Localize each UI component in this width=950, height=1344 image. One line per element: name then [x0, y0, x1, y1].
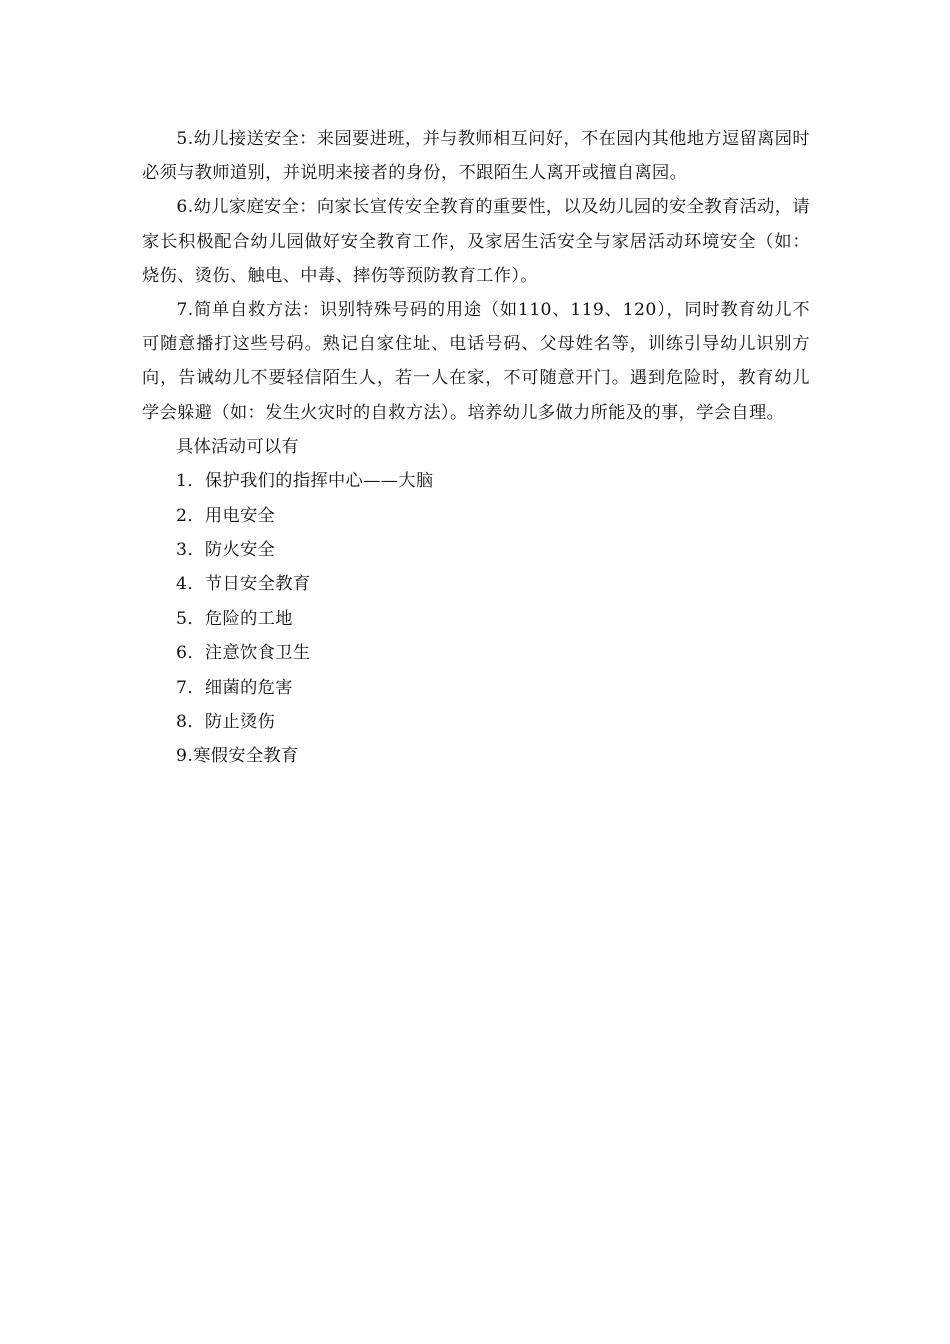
activities-list	[142, 464, 810, 774]
list-item: 9.寒假安全教育	[176, 746, 299, 767]
list-item: 1．保护我们的指挥中心——大脑	[176, 471, 434, 492]
activities-heading: 具体活动可以有	[176, 436, 300, 457]
paragraph-pickup-safety: 5.幼儿接送安全：来园要进班，并与教师相互问好，不在园内其他地方逗留离园时必须与教师道别，并说明来接者的身份，不跟陌生人离开或擅自离园。	[142, 129, 810, 184]
list-item: 4．节日安全教育	[176, 574, 311, 595]
list-item: 7．细菌的危害	[176, 677, 293, 698]
list-item: 8．防止烫伤	[176, 712, 276, 733]
list-item: 3．防火安全	[176, 540, 276, 561]
document-body	[142, 122, 810, 774]
list-item: 5．危险的工地	[176, 608, 293, 629]
paragraph-self-rescue: 7.简单自救方法：识别特殊号码的用途（如110、119、120），同时教育幼儿不可随意播打这些号码。熟记自家住址、电话号码、父母姓名等，训练引导幼儿识别方向，告诫幼儿不要轻信陌生人，若一人在家，不可随意开门。遇到危险时，教育幼儿学会躲避（如：发生火灾时的自救方法）。培养幼儿多做力所能及的事，学会自理。	[142, 300, 810, 423]
list-item: 2．用电安全	[176, 505, 276, 526]
paragraph-home-safety: 6.幼儿家庭安全：向家长宣传安全教育的重要性，以及幼儿园的安全教育活动，请家长积极配合幼儿园做好安全教育工作，及家居生活安全与家居活动环境安全（如：烧伤、烫伤、触电、中毒、摔伤等预防教育工作）。	[142, 197, 810, 286]
list-item: 6．注意饮食卫生	[176, 643, 311, 664]
